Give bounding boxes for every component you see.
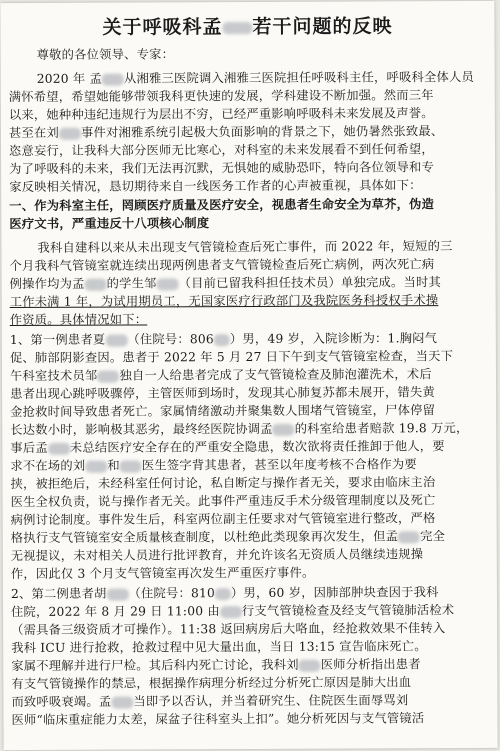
document-line: 满怀希望，希望她能够带领我科更快速的发展，学科建设不断加强。然而三年 — [8, 88, 434, 105]
document-line: 医生全权负责，说与操作者无关。此事件严重违反手术分级管理制度以及死亡 — [10, 493, 436, 510]
redaction-mark — [85, 460, 107, 472]
document-line: （需具备三级资质才可操作）。11:38 返回病房后大咯血，经抢救效果不佳转入 — [11, 621, 446, 638]
document-line: 挟，被拒绝后，未经科室任何讨论，私自断定与操作者无关，要求由临床主治 — [10, 475, 436, 492]
redaction-mark — [215, 588, 231, 600]
redaction-mark — [398, 531, 420, 543]
document-line: 一、作为科室主任，罔顾医疗质量及医疗安全，视患者生命安全为草芥，伪造 — [9, 196, 435, 214]
document-line: 例操作均为孟 的学生邹 （目前已留我科担任技术员）单独完成。当时其 — [9, 275, 442, 292]
redaction-mark — [102, 73, 124, 85]
document-line: 为了呼吸科的未来，我们无法再沉默，无惧她的威胁恐吓，特向各位领导和专 — [9, 160, 435, 177]
document-line: 患者出现心跳呼吸骤停，主管医师到场时，发现其心肺复苏都未展开，错失黄 — [10, 385, 436, 402]
document-line: 长达数小时，影响极其恶劣，最终经医院协调孟 的科室给患者赔款 19.8 万元， — [10, 421, 469, 438]
document-line: 无视提议，未对相关人员进行批评教育，并允许该名无资质人员继续违规操 — [10, 547, 424, 564]
document-line: 有支气管镜操作的禁忌，根据操作病理分析经过分析死亡原因是肺大出血 — [11, 675, 412, 692]
document-line: 求不在场的刘 和 医生签字背其患者，甚至以年度考核不合格作为要 — [10, 457, 417, 474]
document-line: 甚至在刘 事件对湘雅系统引起极大负面影响的背景之下，她仍暑然张致最、 — [8, 124, 444, 141]
document-page — [0, 1, 497, 750]
document-line: 住院，2022 年 8 月 29 日 11:00 由 行支气管镜检查及经支气管镜肺活检术 — [10, 603, 455, 620]
document-line: 金抢救时间导致患者死亡。家属情绪激动并聚集数人围堵气管镜室，尸体停留 — [10, 403, 436, 420]
document-line: 格执行支气管镜室安全质量核查制度，以杜绝此类现象再次发生，但孟 完全 — [10, 529, 446, 546]
document-line: 医疗文书，严重违反十八项核心制度 — [9, 215, 210, 232]
document-line: 促、肺部阴影查因。患者于 2022 年 5 月 27 日下午到支气管镜室检查，当天下 — [9, 349, 454, 366]
document-line: 恣意妄行，让我科大部分医师无比寒心，对科室的未来发展看不到任何希望， — [8, 142, 434, 159]
document-line: 工作未满 1 年，为试用期员工，无国家医疗行政部门及我院医务科授权手术操 — [9, 293, 439, 310]
redaction-mark — [120, 460, 142, 472]
redaction-mark — [97, 370, 119, 382]
document-title: 关于呼吸科孟 若干问题的反映 — [102, 15, 393, 39]
document-line: 午科室技术员邹 独自一人给患者完成了支气管镜检查及肺泡灌洗术，术后 — [9, 367, 432, 384]
document-line: 作资质。具体情况如下： — [9, 312, 148, 328]
redaction-mark — [220, 606, 242, 618]
document-line: 个月我科气管镜室就连续出现两例患者支气管镜检查后死亡病例，两次死亡病 — [9, 257, 435, 274]
redaction-mark — [85, 278, 107, 290]
redaction-mark — [48, 442, 70, 454]
document-line: 我科 ICU 进行抢救，抢救过程中见大量出血，当日 13:15 宣告临床死亡。 — [11, 639, 427, 656]
redaction-mark — [157, 278, 179, 290]
document-line: 2020 年 孟 从湘雅三医院调入湘雅三医院担任呼吸科主任，呼吸科全体人员 — [36, 70, 474, 86]
document-line: 2、第二例患者胡 （住院号：810 ）男，60 岁，因肺部肿块查因于我科 — [10, 585, 439, 602]
document-line: 尊敬的各位领导、专家： — [36, 47, 175, 62]
redaction-mark — [273, 423, 295, 435]
document-line: 家反映相关情况，恳切期待来自一线医务工作者的心声被重视，具体如下： — [9, 178, 422, 195]
document-line: 病例讨论制度。事件发生后，科室两位副主任要求对气管镜室进行整改，严格 — [10, 511, 436, 528]
document-line: 事后孟 未总结医疗安全存在的严重安全隐患，数次欲将责任推卸于他人，要 — [10, 439, 445, 456]
document-line: 而致呼吸衰竭。孟 当即予以否认，并当着研究生、住院医生面辱骂刘 — [11, 693, 409, 710]
redaction-mark — [214, 334, 230, 346]
redaction-mark — [105, 334, 127, 346]
redaction-mark — [299, 659, 321, 671]
document-line: 家属不理解并进行尸检。其后科内死亡讨论，我科刘 医师分析指出患者 — [11, 657, 421, 674]
document-line: 以来，她种种违纪违规行为层出不穷，已经严重影响呼吸科未来发展及声誉。 — [8, 106, 434, 123]
redaction-mark — [111, 696, 133, 708]
document-line: 1、第一例患者夏 （住院号：806 ）男，49 岁，入院诊断为：1.胸闷气 — [9, 331, 438, 348]
redaction-mark — [222, 22, 252, 34]
document-line: 作，因此仅 3 个月支气管镜室再次发生严重医疗事件。 — [10, 565, 315, 582]
redaction-mark — [106, 588, 128, 600]
document-line: 医师“临床重症能力太差，屎盆子往科室头上扣”。她分析死因与支气管镜活 — [11, 711, 425, 728]
document-line: 我科自建科以来从未出现支气管镜检查后死亡事件，而 2022 年，短短的三 — [37, 239, 453, 255]
redaction-mark — [59, 127, 81, 139]
